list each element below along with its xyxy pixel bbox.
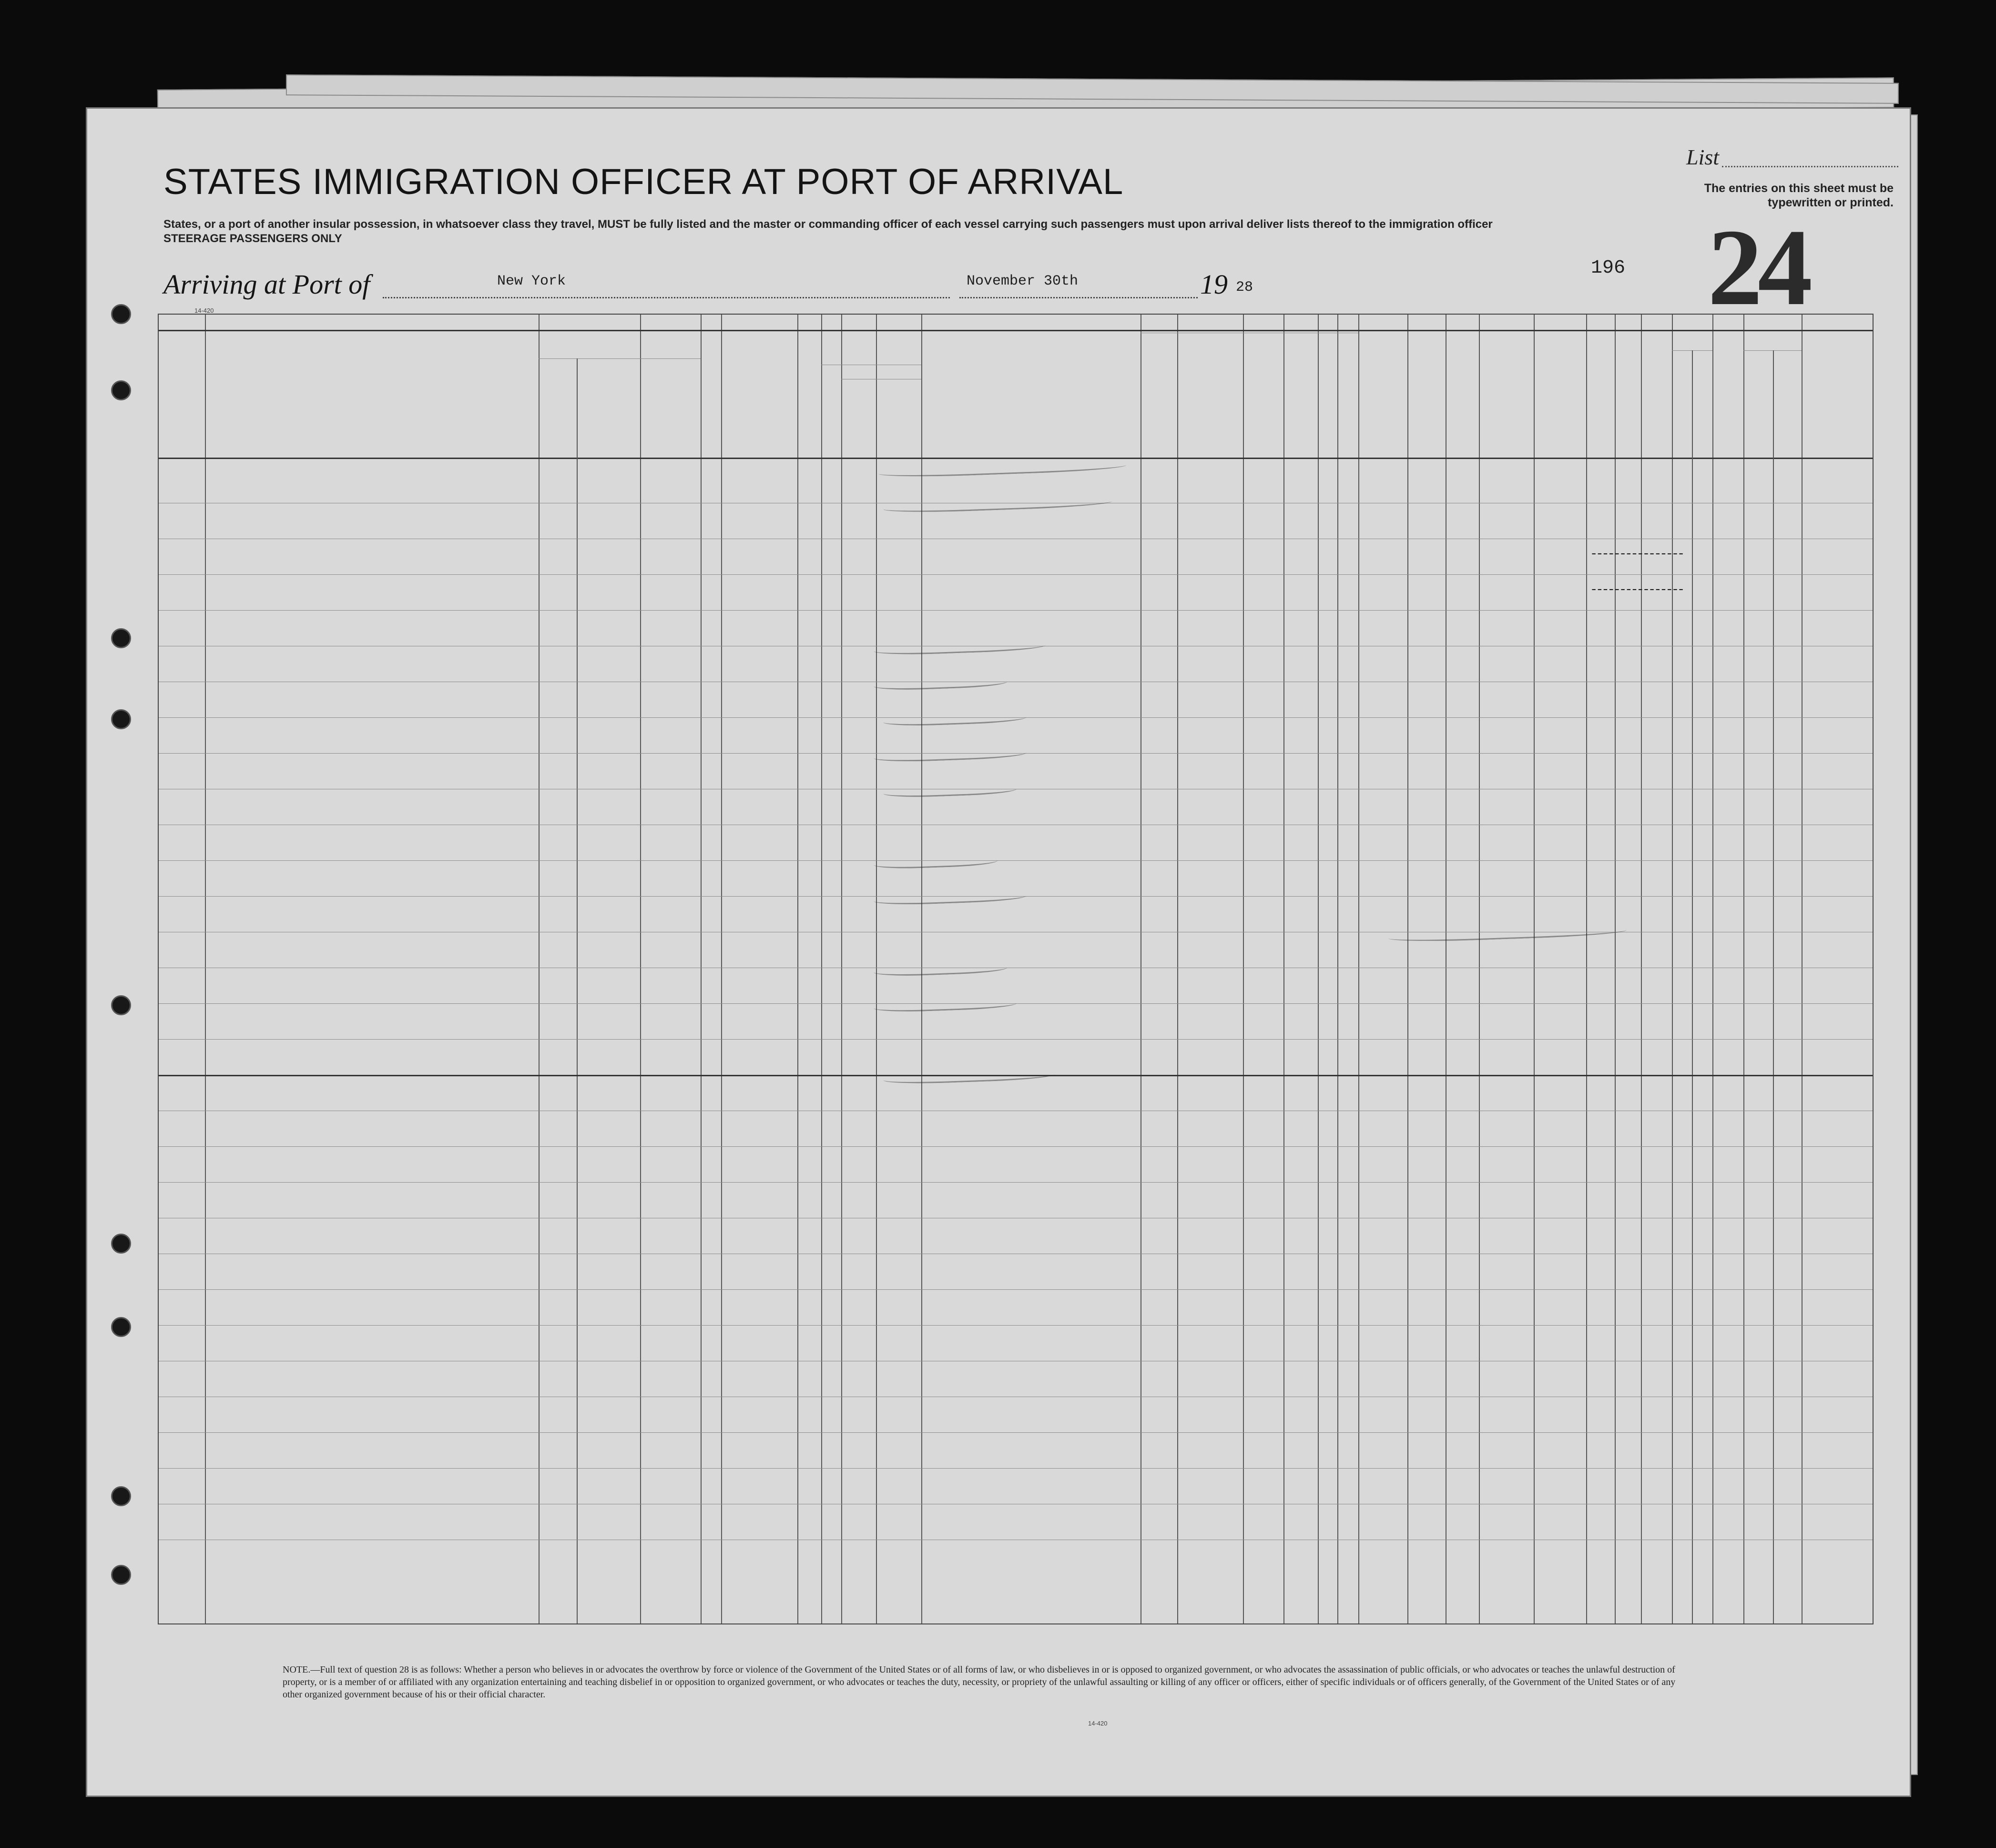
entries-note: The entries on this sheet must be typewritten or printed.: [1704, 182, 1894, 209]
punch-hole: [111, 1317, 131, 1337]
page-number: 24: [1708, 206, 1808, 328]
destination-sub-rule: [539, 358, 701, 359]
list-label: List: [1686, 145, 1720, 169]
year-suffix: 28: [1236, 279, 1253, 296]
dash-fill: ----------------: [1590, 583, 1683, 597]
column-divider: [640, 315, 641, 1623]
punch-hole: [111, 628, 131, 648]
row-rule: [159, 1182, 1873, 1183]
punch-hole: [111, 380, 131, 400]
column-divider: [1641, 315, 1642, 1623]
punch-hole: [111, 304, 131, 324]
column-divider: [797, 315, 798, 1623]
column-divider: [539, 315, 540, 1623]
column-divider: [701, 315, 702, 1623]
column-divider: [577, 358, 578, 1623]
row-rule: [159, 860, 1873, 861]
handwritten-annotation: [883, 782, 1017, 798]
row-rule: [159, 1468, 1873, 1469]
handwritten-annotation: [883, 1067, 1055, 1085]
date-line: [959, 297, 1198, 298]
punch-hole: [111, 1565, 131, 1585]
column-divider: [1479, 315, 1480, 1623]
column-divider: [205, 315, 206, 1623]
color-sub-rule: [1743, 350, 1802, 351]
column-divider: [1243, 315, 1244, 1623]
punch-hole: [111, 1234, 131, 1254]
date-value: November 30th: [967, 273, 1079, 289]
form-code-bottom: 14-420: [1088, 1720, 1108, 1727]
handwritten-annotation: [874, 996, 1017, 1013]
stamp-number: 196: [1591, 257, 1626, 279]
row-rule: [159, 1039, 1873, 1040]
row-rule: [159, 610, 1873, 611]
column-divider: [1337, 315, 1338, 1623]
column-divider: [721, 315, 722, 1623]
handwritten-annotation: [874, 674, 1008, 691]
header-bottom-rule: [159, 458, 1873, 459]
punch-hole: [111, 709, 131, 729]
column-divider: [1712, 315, 1713, 1623]
column-divider: [1407, 315, 1408, 1623]
column-divider: [1177, 315, 1178, 1623]
column-divider: [1802, 315, 1803, 1623]
handwritten-annotation: [1388, 923, 1627, 943]
column-divider: [1672, 315, 1673, 1623]
manifest-sheet: [86, 107, 1911, 1797]
column-divider: [1318, 315, 1319, 1623]
form-code: 14-420: [194, 307, 214, 314]
handwritten-annotation: [874, 888, 1027, 906]
handwritten-annotation: [874, 960, 1008, 977]
handwritten-annotation: [874, 638, 1046, 656]
punch-hole: [111, 995, 131, 1015]
manifest-table: [158, 314, 1874, 1624]
year-prefix: 19: [1200, 269, 1228, 300]
header-top-rule: [159, 330, 1873, 331]
port-line: [383, 297, 950, 298]
port-value: New York: [497, 273, 566, 289]
column-divider: [1283, 315, 1284, 1623]
column-divider: [841, 315, 842, 1623]
handwritten-annotation: [878, 458, 1127, 479]
handwritten-annotation: [883, 494, 1112, 514]
row-rule: [159, 1289, 1873, 1290]
steerage-label: STEERAGE PASSENGERS ONLY: [163, 232, 342, 245]
column-divider: [1615, 315, 1616, 1623]
instructions-text: States, or a port of another insular possession, in whatsoever class they travel, MUST be fully listed and the master or commanding officer of each vessel carrying such passengers must upon arrival deliver lists thereof to the immigration officer: [163, 218, 1493, 231]
row-rule: [159, 1432, 1873, 1433]
footnote: NOTE.—Full text of question 28 is as follows: Whether a person who believes in or advocates the overthrow by force or violence of the Government of the United States or of all forms of law, or who disbelieves in or is opposed to organized government, or who advocates the assassination of public officials, or who advocates or teaches the unlawful destruction of property, or is a member of or affiliated with any organization entertaining and teaching disbelief in or opposition to organized government, or who advocates or teaches the duty, necessity, or propriety of the unlawful assaulting or killing of any officer or officers, either of specific individuals or of officers generally, of the Government of the United States or of any other organized government because of his or their official character.: [283, 1664, 1676, 1700]
handwritten-annotation: [874, 745, 1027, 763]
arriving-label: Arriving at Port of: [163, 269, 370, 300]
punch-hole: [111, 1486, 131, 1506]
row-rule: [159, 1146, 1873, 1147]
column-divider: [1358, 315, 1359, 1623]
column-divider: [821, 315, 822, 1623]
page-title: STATES IMMIGRATION OFFICER AT PORT OF ARRIVAL: [163, 162, 1124, 202]
dash-fill: ----------------: [1590, 547, 1683, 562]
column-divider: [1534, 315, 1535, 1623]
row-rule: [159, 1325, 1873, 1326]
column-divider: [1743, 315, 1744, 1623]
handwritten-annotation: [874, 853, 998, 869]
column-divider: [1586, 315, 1587, 1623]
handwritten-annotation: [883, 710, 1027, 727]
row-rule: [159, 574, 1873, 575]
list-line: [1722, 166, 1898, 167]
instructions: [163, 217, 1641, 246]
